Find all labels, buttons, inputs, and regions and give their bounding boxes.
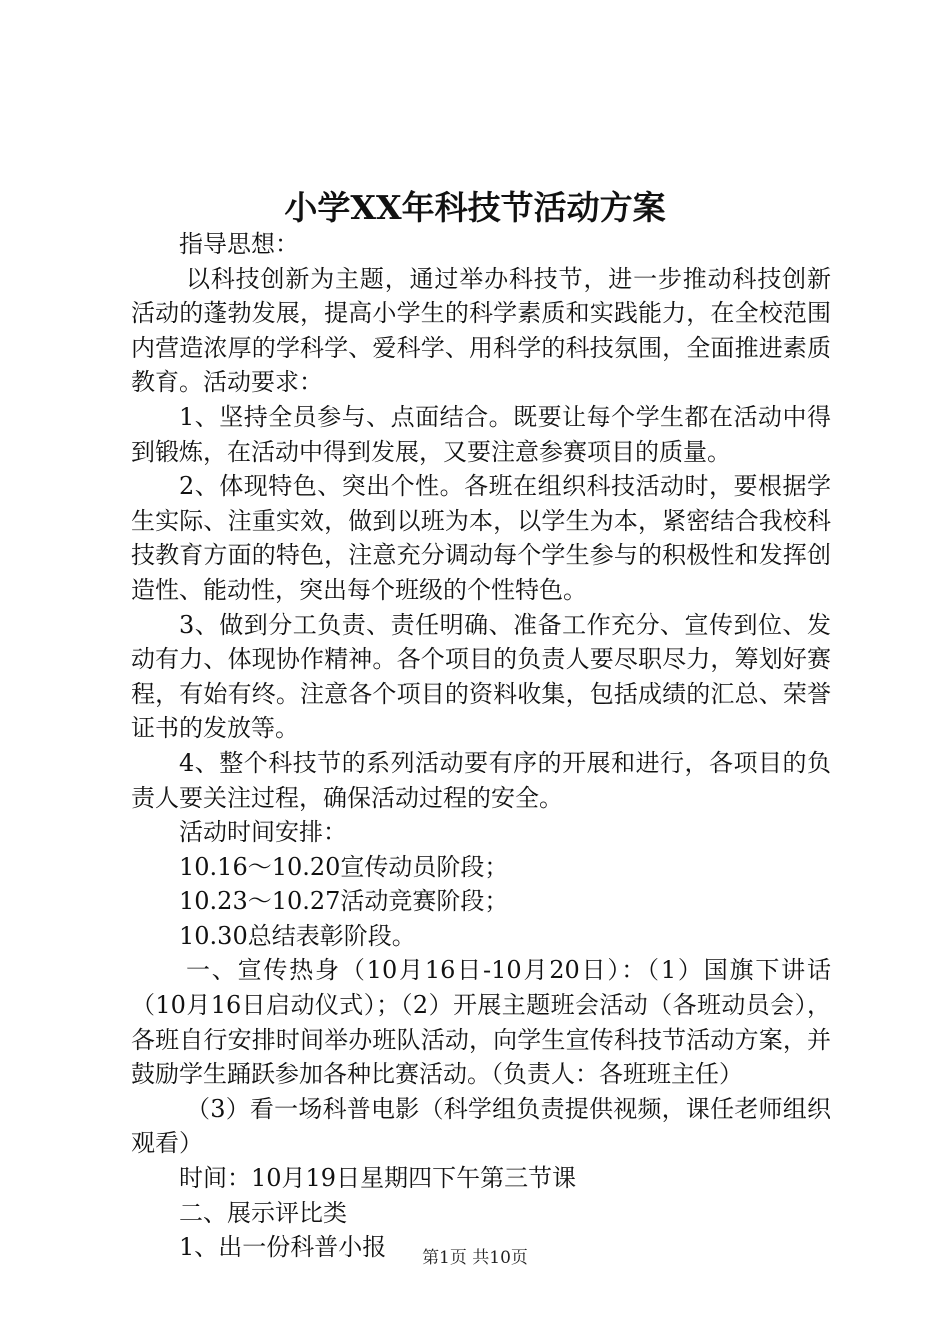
paragraph-section-2: 二、展示评比类 <box>179 1198 347 1227</box>
paragraph-schedule-2: 10.23～10.27活动竞赛阶段； <box>179 887 509 916</box>
paragraph-item-1: 1、出一份科普小报 <box>179 1233 387 1262</box>
paragraph-guiding-text: 以科技创新为主题，通过举办科技节，进一步推动科技创新活动的蓬勃发展，提高小学生的科学素质和实践能力，在全校范围内营造浓厚的学科学、爱科学、用科学的科技氛围，全面推进素质教育。活动要求： <box>131 264 831 397</box>
paragraph-requirement-1: 1、坚持全员参与、点面结合。既要让每个学生都在活动中得到锻炼，在活动中得到发展，又要注意参赛项目的质量。 <box>131 402 831 466</box>
paragraph-guiding-heading: 指导思想： <box>179 230 299 258</box>
paragraph-requirement-4: 4、整个科技节的系列活动要有序的开展和进行，各项目的负责人要关注过程，确保活动过程的安全。 <box>131 748 831 812</box>
document-title: 小学XX年科技节活动方案 <box>284 188 666 227</box>
paragraph-requirement-2: 2、体现特色、突出个性。各班在组织科技活动时，要根据学生实际、注重实效，做到以班为本，以学生为本，紧密结合我校科技教育方面的特色，注意充分调动每个学生参与的积极性和发挥创造性、能动性，突出每个班级的个性特色。 <box>131 472 831 604</box>
document-body <box>131 227 831 1265</box>
paragraph-schedule-1: 10.16～10.20宣传动员阶段； <box>179 852 509 881</box>
page-footer: 第1页 共10页 <box>422 1248 528 1268</box>
paragraph-schedule-3: 10.30总结表彰阶段。 <box>179 921 416 950</box>
paragraph-requirement-3: 3、做到分工负责、责任明确、准备工作充分、宣传到位、发动有力、体现协作精神。各个项目的负责人要尽职尽力，筹划好赛程，有始有终。注意各个项目的资料收集，包括成绩的汇总、荣誉证书的发放等。 <box>131 610 831 743</box>
paragraph-movie: （3）看一场科普电影（科学组负责提供视频，课任老师组织观看） <box>131 1094 831 1158</box>
paragraph-schedule-heading: 活动时间安排： <box>179 818 347 847</box>
paragraph-time: 时间：10月19日星期四下午第三节课 <box>179 1164 577 1193</box>
paragraph-section-1: 一、宣传热身（10月16日-10月20日）：（1）国旗下讲话（10月16日启动仪式）；（2）开展主题班会活动（各班动员会），各班自行安排时间举办班队活动，向学生宣传科技节活动方案，并鼓励学生踊跃参加各种比赛活动。（负责人：各班班主任） <box>131 956 831 1089</box>
